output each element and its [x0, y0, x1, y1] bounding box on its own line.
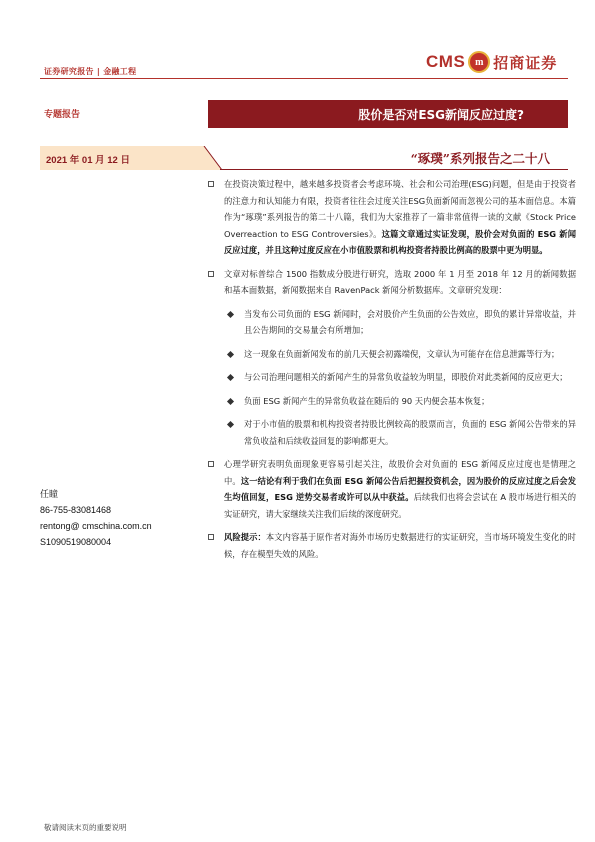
finding-item — [206, 393, 576, 410]
series-name: “琢璞”系列报告之二十八 — [410, 151, 550, 166]
checkbox-bullet-icon — [208, 461, 214, 467]
footer-disclaimer: 敬请阅读末页的重要说明 — [44, 823, 127, 832]
finding-text: 对于小市值的股票和机构投资者持股比例较高的股票而言，负面的 ESG 新闻公告带来的异常负收益和后续收益回复的影响都更大。 — [244, 419, 576, 446]
finding-item — [206, 306, 576, 339]
summary-key-finding: 这篇文章通过实证发现，股价会对负面的 ESG 新闻反应过度，并且这种过度反应在小市值股票和机构投资者持股比例高的股票中更为明显。 — [224, 228, 576, 255]
report-date: 2021 年 01 月 12 日 — [46, 155, 130, 166]
finding-text: 这一现象在负面新闻发布的前几天便会初露端倪，文章认为可能存在信息泄露等行为； — [244, 348, 560, 359]
diamond-bullet-icon — [227, 374, 234, 381]
risk-paragraph — [206, 529, 576, 562]
method-text: 文章对标普综合 1500 指数成分股进行研究，选取 2000 年 1 月至 2018 年 12 月的新闻数据和基本面数据，新闻数据来自 RavenPack 新闻分析数据库。文章研究发现： — [224, 268, 576, 295]
logo-seal-icon: m — [468, 51, 490, 73]
method-paragraph — [206, 266, 576, 299]
title-band — [208, 100, 568, 128]
finding-item — [206, 416, 576, 449]
finding-text: 负面 ESG 新闻产生的异常负收益在随后的 90 天内便会基本恢复； — [244, 395, 490, 406]
diamond-bullet-icon — [227, 310, 234, 317]
conclusion-text-b: 后续我们也将会尝试在 A 股市场进行相关的实证研究，请大家继续关注我们后续的深度研究。 — [224, 492, 577, 519]
checkbox-bullet-icon — [208, 181, 214, 187]
diamond-bullet-icon — [227, 397, 234, 404]
diamond-bullet-icon — [227, 421, 234, 428]
risk-label: 风险提示： — [224, 532, 266, 542]
report-body — [206, 176, 576, 569]
checkbox-bullet-icon — [208, 271, 214, 277]
summary-text: 在投资决策过程中，越来越多投资者会考虑环境、社会和公司治理(ESG)问题，但是由于投资者的注意力和认知能力有限，投资者往往会过度关注ESG负面新闻而忽视公司的基本面信息。本篇作为“琢璞”系列报告的第二十八篇，我们为大家推荐了一篇非常值得一读的文献《Stock Price Overreaction to ESG Controversies》。 — [224, 179, 576, 239]
date-row — [40, 146, 568, 170]
report-category: 证券研究报告 | 金融工程 — [44, 67, 137, 76]
analyst-name: 任瞳 — [40, 489, 59, 499]
report-title: 股价是否对ESG新闻反应过度? — [358, 108, 524, 122]
conclusion-paragraph — [206, 456, 576, 522]
checkbox-bullet-icon — [208, 534, 214, 540]
finding-item — [206, 346, 576, 363]
diamond-bullet-icon — [227, 350, 234, 357]
date-diagonal-divider — [196, 146, 226, 170]
analyst-info — [40, 486, 152, 550]
finding-text: 与公司治理问题相关的新闻产生的异常负收益较为明显，即股价对此类新闻的反应更大； — [244, 372, 568, 382]
analyst-cert: S1090519080004 — [40, 537, 112, 547]
title-row — [40, 100, 568, 128]
date-box — [40, 146, 204, 170]
risk-text: 本文内容基于原作者对海外市场历史数据进行的实证研究，当市场环境发生变化的时候，存在模型失效的风险。 — [224, 532, 576, 559]
finding-item — [206, 369, 576, 386]
report-type-label: 专题报告 — [44, 110, 81, 120]
conclusion-key-point: 这一结论有利于我们在负面 ESG 新闻公告后把握投资机会，因为股价的反应过度之后会发生均值回复，ESG 逆势交易者或许可以从中获益。 — [224, 475, 576, 502]
logo-text-cn: 招商证券 — [493, 53, 558, 72]
conclusion-text-a: 心理学研究表明负面现象更容易引起关注，故股价会对负面的 ESG 新闻反应过度也是情理之中。 — [224, 459, 576, 486]
finding-text: 当发布公司负面的 ESG 新闻时，会对股价产生负面的公告效应，即负的累计异常收益，并且公告期间的交易量会有所增加； — [244, 308, 576, 335]
logo-text-en: CMS — [426, 52, 466, 71]
analyst-email[interactable]: rentong@ cmschina.com.cn — [40, 521, 152, 531]
summary-paragraph — [206, 176, 576, 259]
header-divider — [40, 78, 568, 79]
date-underline — [220, 169, 568, 170]
cms-logo — [426, 50, 557, 74]
analyst-phone: 86-755-83081468 — [40, 505, 112, 515]
